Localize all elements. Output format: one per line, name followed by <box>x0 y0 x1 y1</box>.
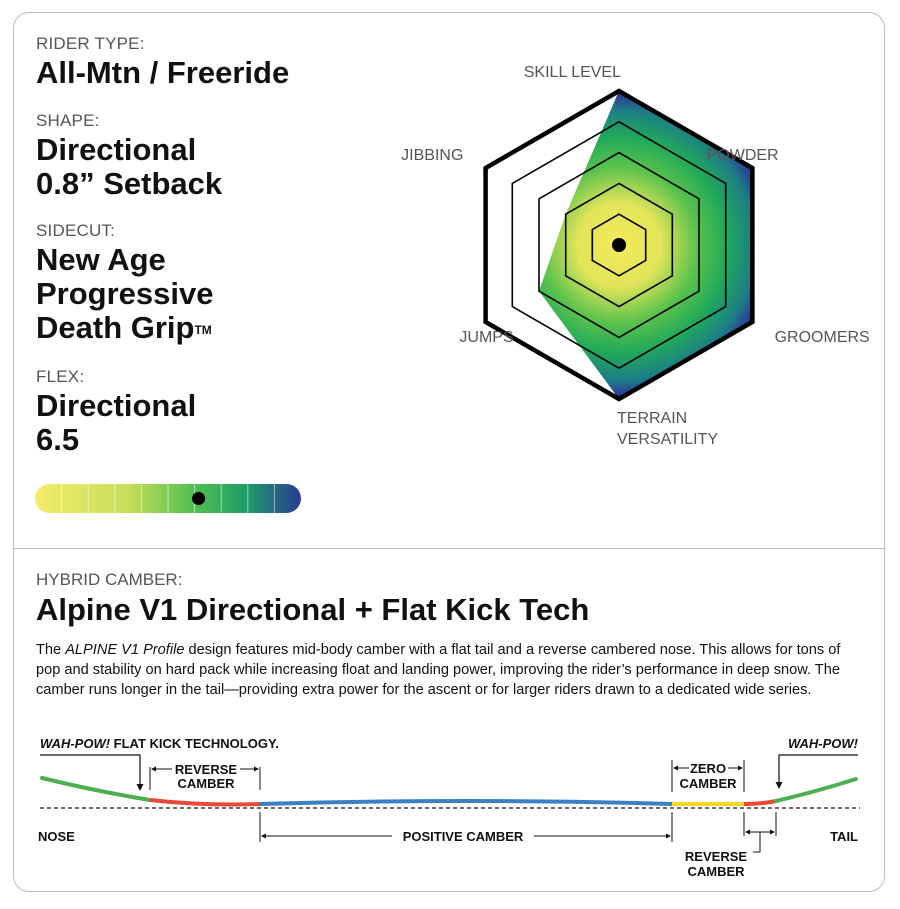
sidecut-line-3: Death Grip <box>36 310 195 345</box>
rider-type-value: All-Mtn / Freeride <box>36 55 290 90</box>
nose-label: NOSE <box>38 829 75 844</box>
tail-label: TAIL <box>830 829 858 844</box>
flex-line: 6.5 <box>36 422 80 457</box>
arrow-head-icon <box>151 767 156 772</box>
shape-line: 0.8” Setback <box>36 166 223 201</box>
radar-axis-label: JIBBING <box>401 147 464 164</box>
camber-description <box>36 640 866 700</box>
arrow-head-icon <box>254 767 259 772</box>
flat-kick-label: WAH-POW! FLAT KICK TECHNOLOGY. <box>40 736 279 751</box>
arrow-head-icon <box>137 784 144 791</box>
flex-scale-bar <box>35 484 301 513</box>
arrow-head-icon <box>745 830 750 835</box>
radar-axis-label: GROOMERS <box>774 329 870 346</box>
trademark-mark: TM <box>194 323 212 337</box>
positive-camber-segment <box>260 801 672 804</box>
flex-label: FLEX: <box>36 367 85 386</box>
tail-flat-kick-segment <box>776 779 856 801</box>
arrow-head-icon <box>770 830 775 835</box>
desc-body: design features mid-body camber with a flat tail and a reverse cambered nose. This allows for tons of pop and stability on hard pack while increasing float and landing power, improving the rider’s performance in deep snow. The camber runs longer in the tail—providing extra power for the ascent or for larger riders drawn to a dedicated wide series. <box>36 642 841 698</box>
radar-center-dot <box>612 238 626 252</box>
desc-profile-name: ALPINE V1 Profile <box>65 642 185 658</box>
ride-characteristics-radar <box>400 50 870 460</box>
positive-camber-label: POSITIVE CAMBER <box>402 829 524 844</box>
sidecut-value <box>36 243 214 345</box>
flex-line: Directional <box>36 388 197 423</box>
arrow-head-icon <box>738 766 743 771</box>
reverse-camber-tail-line1: REVERSE <box>684 849 748 864</box>
flex-value <box>36 389 196 457</box>
camber-section-label: HYBRID CAMBER: <box>36 570 183 589</box>
reverse-camber-nose-line2: CAMBER <box>177 776 235 791</box>
arrow-head-icon <box>666 834 671 839</box>
tail-reverse-camber-segment <box>744 801 776 804</box>
zero-camber-line1: ZERO <box>689 761 727 776</box>
arrow-head-icon <box>673 766 678 771</box>
reverse-camber-tail-leader <box>753 832 760 852</box>
radar-axis-label: POWDER <box>706 147 779 164</box>
sidecut-line <box>36 311 214 345</box>
shape-line: Directional <box>36 132 197 167</box>
arrow-head-icon <box>776 782 783 789</box>
nose-reverse-camber-segment <box>150 800 260 805</box>
flex-rating-marker <box>192 492 205 505</box>
radar-axis-label: SKILL LEVEL <box>523 64 621 81</box>
shape-value <box>36 133 222 201</box>
sidecut-line: New Age <box>36 242 166 277</box>
nose-flat-kick-segment <box>42 778 150 800</box>
section-divider <box>13 548 885 549</box>
arrow-head-icon <box>261 834 266 839</box>
camber-profile-name: Alpine V1 Directional + Flat Kick Tech <box>36 592 590 627</box>
wahpow-tail-label: WAH-POW! <box>787 736 858 751</box>
shape-label: SHAPE: <box>36 111 100 130</box>
wahpow-tail-leader <box>779 755 858 784</box>
radar-axis-label: TERRAIN VERSATILITY <box>617 410 719 448</box>
reverse-camber-tail-line2: CAMBER <box>687 864 745 879</box>
desc-prefix: The <box>36 642 66 658</box>
rider-type-label: RIDER TYPE: <box>36 34 145 53</box>
camber-profile-diagram <box>30 725 870 885</box>
sidecut-label: SIDECUT: <box>36 221 116 240</box>
reverse-camber-nose-line1: REVERSE <box>174 762 238 777</box>
zero-camber-line2: CAMBER <box>679 776 737 791</box>
radar-axis-label: JUMPS <box>459 329 514 346</box>
sidecut-line: Progressive <box>36 276 214 311</box>
